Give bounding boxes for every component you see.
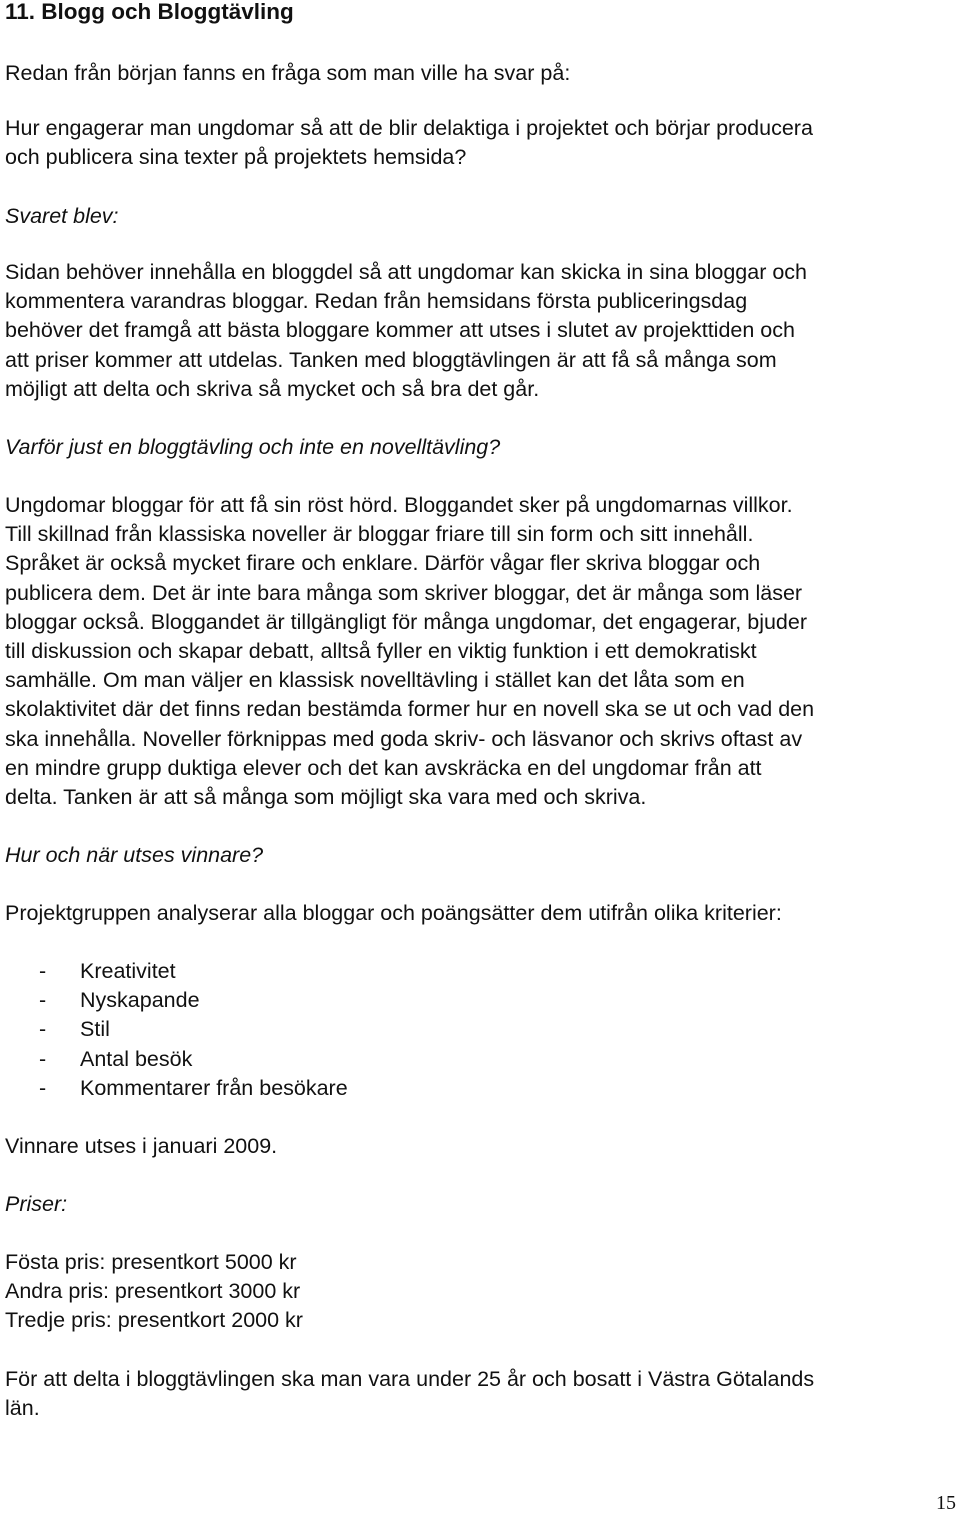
why-line: till diskussion och skapar debatt, alltså fyller en viktig funktion i ett demokratiskt (5, 639, 757, 664)
why-line: Till skillnad från klassiska noveller är bloggar friare till sin form och sitt innehåll. (5, 522, 754, 547)
answer-line: behöver det framgå att bästa bloggare kommer att utses i slutet av projekttiden och (5, 318, 795, 343)
answer-line: kommentera varandras bloggar. Redan från hemsidans första publiceringsdag (5, 289, 748, 314)
why-line: publicera dem. Det är inte bara många som skriver bloggar, det är många som läser (5, 580, 803, 605)
prize-item: Tredje pris: presentkort 2000 kr (5, 1308, 303, 1333)
criteria-label: Kreativitet (80, 959, 176, 983)
criteria-list (5, 957, 348, 1103)
winner-announcement: Vinnare utses i januari 2009. (5, 1134, 278, 1158)
eligibility-line: län. (5, 1396, 40, 1421)
why-paragraph (5, 491, 814, 812)
page-number: 15 (936, 1492, 956, 1514)
why-label: Varför just en bloggtävling och inte en novelltävling? (5, 435, 501, 459)
eligibility-paragraph (5, 1365, 814, 1423)
list-dash: - (39, 1017, 47, 1042)
prize-item: Fösta pris: presentkort 5000 kr (5, 1250, 297, 1274)
list-item (5, 1015, 348, 1044)
answer-line: Sidan behöver innehålla en bloggdel så att ungdomar kan skicka in sina bloggar och (5, 260, 808, 284)
list-item (5, 1045, 348, 1074)
criteria-label: Stil (80, 1017, 110, 1042)
winner-label: Hur och när utses vinnare? (5, 843, 264, 867)
list-dash: - (39, 988, 47, 1013)
why-line: skolaktivitet där det finns redan bestämda former hur en novell ska se ut och vad den (5, 697, 815, 722)
why-line: en mindre grupp duktiga elever och det kan avskräcka en del ungdomar från att (5, 755, 762, 780)
why-line: samhälle. Om man väljer en klassisk novelltävling i stället kan det låta som en (5, 668, 745, 693)
list-dash: - (39, 1075, 47, 1100)
why-line: Språket är också mycket firare och enklare. Därför vågar fler skriva bloggar och (5, 551, 761, 576)
intro-line: Redan från början fanns en fråga som man ville ha svar på: (5, 61, 571, 85)
intro-question (5, 114, 813, 172)
why-line: bloggar också. Bloggandet är tillgängligt för många ungdomar, det engagerar, bjuder (5, 609, 808, 634)
why-line: Ungdomar bloggar för att få sin röst hörd. Bloggandet sker på ungdomarnas villkor. (5, 493, 793, 517)
criteria-label: Antal besök (80, 1046, 193, 1071)
answer-line: möjligt att delta och skriva så mycket och så bra det går. (5, 376, 540, 401)
answer-label: Svaret blev: (5, 204, 119, 228)
question-line: Hur engagerar man ungdomar så att de blir delaktiga i projektet och börjar producera (5, 116, 813, 140)
why-line: ska innehålla. Noveller förknippas med goda skriv- och läsvanor och skrivs oftast av (5, 726, 803, 751)
criteria-label: Kommentarer från besökare (80, 1075, 348, 1100)
eligibility-line: För att delta i bloggtävlingen ska man vara under 25 år och bosatt i Västra Götalands (5, 1367, 815, 1391)
prizes-list (5, 1248, 303, 1336)
answer-line: att priser kommer att utdelas. Tanken med bloggtävlingen är att få så många som (5, 347, 777, 372)
why-line: delta. Tanken är att så många som möjligt ska vara med och skriva. (5, 785, 647, 810)
criteria-label: Nyskapande (80, 988, 200, 1013)
criteria-intro: Projektgruppen analyserar alla bloggar och poängsätter dem utifrån olika kriterier: (5, 901, 782, 925)
section-heading: 11. Blogg och Bloggtävling (5, 0, 294, 24)
answer-paragraph (5, 258, 807, 404)
prize-item: Andra pris: presentkort 3000 kr (5, 1279, 301, 1304)
list-item (5, 986, 348, 1015)
list-dash: - (39, 1046, 47, 1071)
list-item (5, 957, 348, 986)
list-dash: - (39, 959, 47, 983)
list-item (5, 1074, 348, 1103)
prizes-label: Priser: (5, 1192, 68, 1216)
question-line: och publicera sina texter på projektets hemsida? (5, 145, 467, 170)
